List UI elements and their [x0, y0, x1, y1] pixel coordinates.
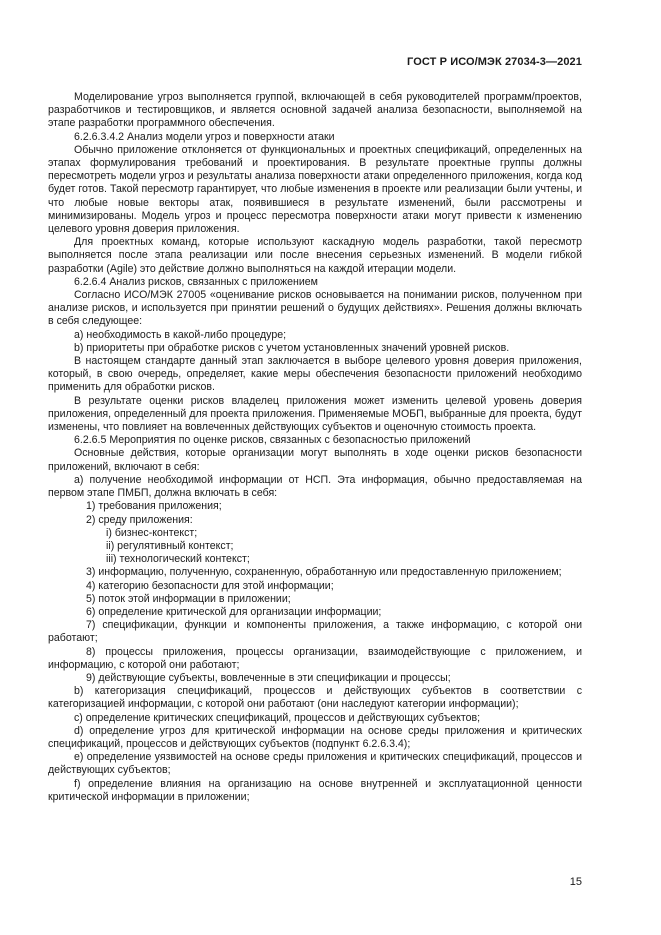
paragraph: Моделирование угроз выполняется группой, включающей в себя руководителей программ/проектов, разработчиков и тестировщиков, и является основной задачей анализа безопасности, выполняемой на этапе разработки программного обеспечения.	[48, 91, 582, 130]
paragraph: ii) регулятивный контекст;	[106, 539, 234, 552]
paragraph: f) определение влияния на организацию на основе внутренней и эксплуатационной ценности критической информации в приложении;	[48, 777, 582, 803]
paragraph: 6) определение критической для организации информации;	[86, 605, 382, 618]
paragraph: 5) поток этой информации в приложении;	[86, 592, 291, 605]
paragraph: c) определение критических спецификаций, процессов и действующих субъектов;	[74, 711, 481, 724]
paragraph: 2) среду приложения:	[86, 513, 193, 526]
paragraph: 9) действующие субъекты, вовлеченные в эти спецификации и процессы;	[86, 671, 451, 684]
paragraph: Согласно ИСО/МЭК 27005 «оценивание рисков основывается на понимании рисков, полученном при анализе рисков, и используется при принятии решений о будущих действиях». Решения должны включать в себя следующее:	[48, 289, 582, 328]
paragraph: 6.2.6.3.4.2 Анализ модели угроз и поверхности атаки	[74, 130, 335, 143]
document-header: ГОСТ Р ИСО/МЭК 27034-3—2021	[407, 56, 582, 68]
paragraph: iii) технологический контекст;	[106, 553, 250, 566]
paragraph: d) определение угроз для критической информации на основе среды приложения и критических спецификаций, процессов и действующих субъектов (подпункт 6.2.6.3.4);	[48, 724, 582, 750]
paragraph: 7) спецификации, функции и компоненты приложения, а также информацию, с которой они работают;	[48, 619, 582, 645]
paragraph: 3) информацию, полученную, сохраненную, обработанную или предоставленную приложением;	[86, 566, 562, 579]
paragraph: Обычно приложение отклоняется от функциональных и проектных спецификаций, определенных на этапах формулирования требований и проектирования. В результате проектные группы должны пересмотреть модели угроз и результаты анализа поверхности атаки определенного приложения, когда код будет готов. Такой пересмотр гарантирует, что любые изменения в проекте или реализации были учтены, и что любые новые векторы атак, появившиеся в результате изменений, были рассмотрены и минимизированы. Модель угроз и процесс пересмотра поверхности атаки могут привести к изменению целевого уровня доверия приложения.	[48, 143, 582, 236]
paragraph: e) определение уязвимостей на основе среды приложения и критических спецификаций, процессов и действующих субъектов;	[48, 751, 582, 777]
paragraph: 6.2.6.5 Мероприятия по оценке рисков, связанных с безопасностью приложений	[74, 434, 471, 447]
paragraph: 8) процессы приложения, процессы организации, взаимодействующие с приложением, и информацию, с которой они работают;	[48, 645, 582, 671]
paragraph: i) бизнес-контекст;	[106, 526, 198, 539]
paragraph: 6.2.6.4 Анализ рисков, связанных с приложением	[74, 275, 318, 288]
paragraph: 4) категорию безопасности для этой информации;	[86, 579, 334, 592]
document-body	[48, 91, 582, 804]
paragraph: a) получение необходимой информации от НСП. Эта информация, обычно предоставляемая на первом этапе ПМБП, должна включать в себя:	[48, 473, 582, 500]
paragraph: В настоящем стандарте данный этап заключается в выборе целевого уровня доверия приложения, который, в свою очередь, определяет, какие меры обеспечения безопасности приложений необходимо применить для обработки рисков.	[48, 355, 582, 394]
page-number: 15	[569, 876, 582, 888]
paragraph: Для проектных команд, которые используют каскадную модель разработки, такой пересмотр выполняется после этапа реализации или после внесения серьезных изменений. В модели гибкой разработки (Agile) это действие должно выполняться на каждой итерации модели.	[48, 236, 582, 275]
paragraph: Основные действия, которые организации могут выполнять в ходе оценки рисков безопасности приложений, включают в себя:	[48, 447, 582, 473]
paragraph: a) необходимость в какой-либо процедуре;	[74, 328, 287, 341]
paragraph: b) категоризация спецификаций, процессов и действующих субъектов в соответствии с категоризацией информации, с которой они работают (они наследуют категории информации);	[48, 685, 582, 711]
paragraph: b) приоритеты при обработке рисков с учетом установленных значений уровней рисков.	[74, 341, 510, 354]
paragraph: В результате оценки рисков владелец приложения может изменить целевой уровень доверия приложения, определенный для проекта приложения. Применяемые МОБП, выбранные для проекта, будут изменены, что повлияет на вовлеченных действующих субъектов и оценочную стоимость проекта.	[48, 394, 582, 434]
paragraph: 1) требования приложения;	[86, 500, 222, 513]
